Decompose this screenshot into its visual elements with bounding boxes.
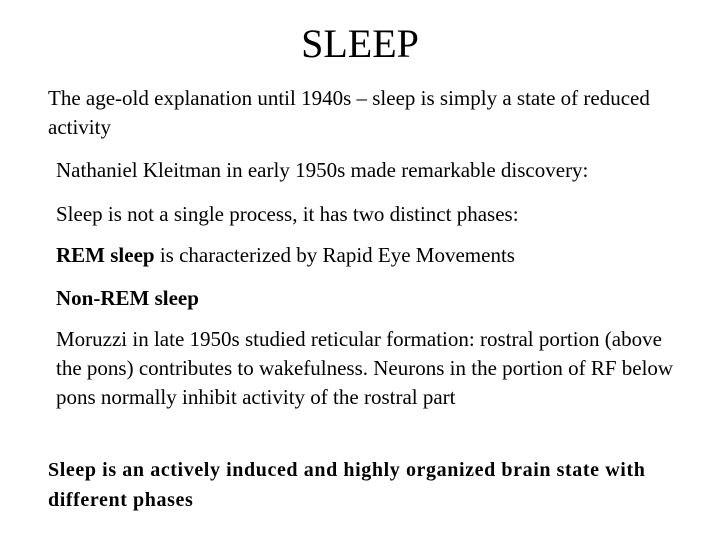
paragraph-two-phases: Sleep is not a single process, it has two distinct phases: — [56, 202, 519, 226]
paragraph-non-rem-sleep: Non-REM sleep — [56, 286, 199, 310]
paragraph-moruzzi: Moruzzi in late 1950s studied reticular formation: rostral portion (above the pons) contributes to wakefulness. Neurons in the portion of RF below pons normally inhibit activity of the rostral part — [56, 327, 674, 409]
rem-sleep-description: is characterized by Rapid Eye Movements — [154, 243, 515, 267]
slide-title: SLEEP — [301, 21, 419, 66]
rem-sleep-term: REM sleep — [56, 243, 155, 267]
paragraph-rem-sleep — [56, 241, 716, 270]
paragraph-conclusion: Sleep is an actively induced and highly organized brain state with different phases — [48, 459, 646, 511]
paragraph-age-old-explanation: The age-old explanation until 1940s – sleep is simply a state of reduced activity — [48, 86, 650, 139]
paragraph-kleitman-discovery: Nathaniel Kleitman in early 1950s made remarkable discovery: — [56, 158, 589, 182]
